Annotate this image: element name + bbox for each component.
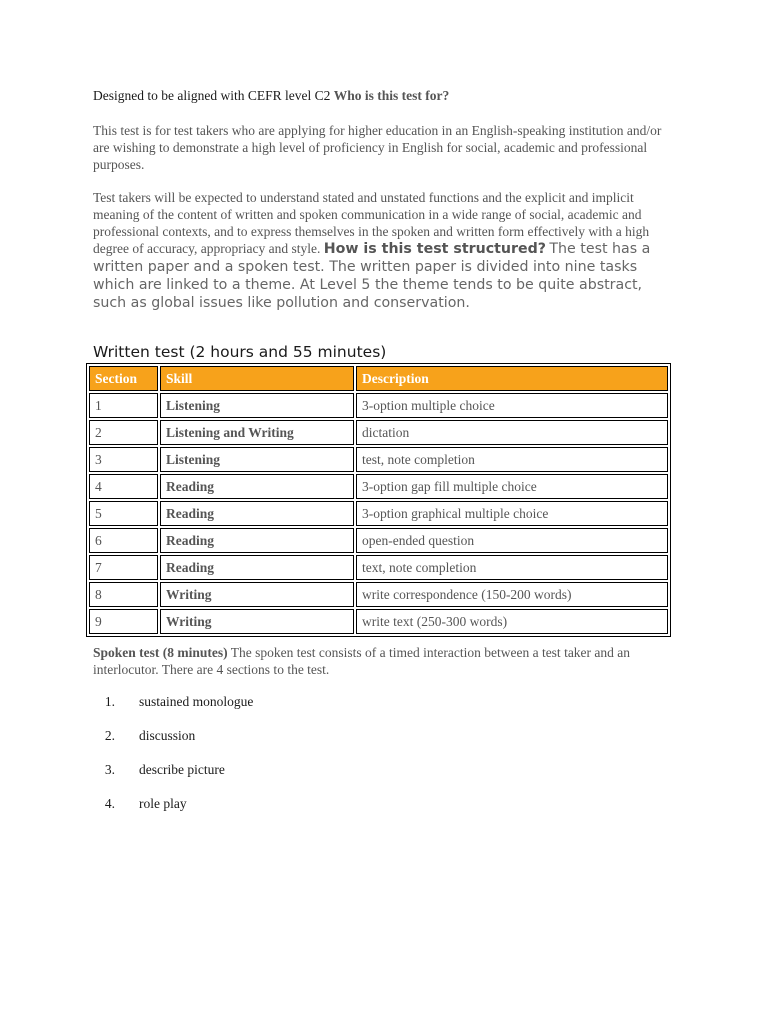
list-label: role play bbox=[139, 796, 187, 811]
skill-cell: Reading bbox=[160, 555, 354, 580]
description-cell: 3-option graphical multiple choice bbox=[356, 501, 668, 526]
list-item bbox=[93, 794, 253, 828]
list-label: sustained monologue bbox=[139, 694, 254, 709]
structure-text: The test has a written paper and a spoken test. The written paper is divided into nine tasks which are linked to a theme. At Level 5 the theme tends to be quite abstract, such as global issues like pollution and conservation. bbox=[93, 241, 651, 311]
section-cell: 2 bbox=[89, 420, 158, 445]
list-number: 3. bbox=[104, 762, 115, 777]
table-row bbox=[89, 447, 668, 472]
spoken-test-text: The spoken test consists of a timed interaction between a test taker and an interlocutor. There are 4 sections to the test. bbox=[93, 645, 631, 677]
section-cell: 3 bbox=[89, 447, 158, 472]
expectations-paragraph bbox=[93, 189, 678, 312]
spoken-test-paragraph bbox=[93, 644, 678, 678]
who-heading: Who is this test for? bbox=[333, 88, 450, 103]
skill-cell: Reading bbox=[160, 528, 354, 553]
section-cell: 1 bbox=[89, 393, 158, 418]
expectations-text: Test takers will be expected to understand stated and unstated functions and the explicit and implicit meaning of the content of written and spoken communication in a wide range of social, academic and professional contexts, and to express themselves in the spoken and written form effectively with a high degree of accuracy, appropriacy and style. bbox=[93, 190, 650, 256]
skill-cell: Listening bbox=[160, 447, 354, 472]
skill-cell: Listening and Writing bbox=[160, 420, 354, 445]
list-item bbox=[93, 692, 253, 726]
list-number: 1. bbox=[104, 694, 115, 709]
description-cell: text, note completion bbox=[356, 555, 668, 580]
column-header-section: Section bbox=[89, 366, 158, 391]
column-header-skill: Skill bbox=[160, 366, 354, 391]
table-row bbox=[89, 501, 668, 526]
who-paragraph: This test is for test takers who are applying for higher education in an English-speaking institution and/or are wishing to demonstrate a high level of proficiency in English for social, academic and professional purposes. bbox=[93, 123, 662, 172]
table-row bbox=[89, 582, 668, 607]
list-item bbox=[93, 760, 253, 794]
section-cell: 9 bbox=[89, 609, 158, 634]
list-label: discussion bbox=[139, 728, 196, 743]
written-test-heading: Written test (2 hours and 55 minutes) bbox=[93, 343, 387, 361]
description-cell: 3-option multiple choice bbox=[356, 393, 668, 418]
skill-cell: Writing bbox=[160, 609, 354, 634]
skill-cell: Listening bbox=[160, 393, 354, 418]
list-item bbox=[93, 726, 253, 760]
skill-cell: Reading bbox=[160, 474, 354, 499]
written-test-table bbox=[86, 363, 671, 637]
description-cell: open-ended question bbox=[356, 528, 668, 553]
section-cell: 6 bbox=[89, 528, 158, 553]
section-cell: 7 bbox=[89, 555, 158, 580]
section-cell: 4 bbox=[89, 474, 158, 499]
description-cell: test, note completion bbox=[356, 447, 668, 472]
table-row bbox=[89, 420, 668, 445]
skill-cell: Writing bbox=[160, 582, 354, 607]
table-row bbox=[89, 393, 668, 418]
cefr-alignment-text: Designed to be aligned with CEFR level C2 bbox=[93, 88, 331, 103]
table-row bbox=[89, 528, 668, 553]
spoken-test-heading: Spoken test (8 minutes) bbox=[93, 645, 228, 660]
spoken-task-list bbox=[93, 692, 253, 828]
section-cell: 8 bbox=[89, 582, 158, 607]
section-cell: 5 bbox=[89, 501, 158, 526]
intro-line bbox=[93, 88, 449, 104]
table-row bbox=[89, 555, 668, 580]
table-header-row bbox=[89, 366, 668, 391]
description-cell: 3-option gap fill multiple choice bbox=[356, 474, 668, 499]
description-cell: dictation bbox=[356, 420, 668, 445]
table-row bbox=[89, 609, 668, 634]
description-cell: write correspondence (150-200 words) bbox=[356, 582, 668, 607]
structure-heading: How is this test structured? bbox=[323, 241, 546, 257]
list-number: 4. bbox=[104, 796, 115, 811]
table-row bbox=[89, 474, 668, 499]
skill-cell: Reading bbox=[160, 501, 354, 526]
column-header-description: Description bbox=[356, 366, 668, 391]
list-label: describe picture bbox=[139, 762, 225, 777]
list-number: 2. bbox=[104, 728, 115, 743]
description-cell: write text (250-300 words) bbox=[356, 609, 668, 634]
